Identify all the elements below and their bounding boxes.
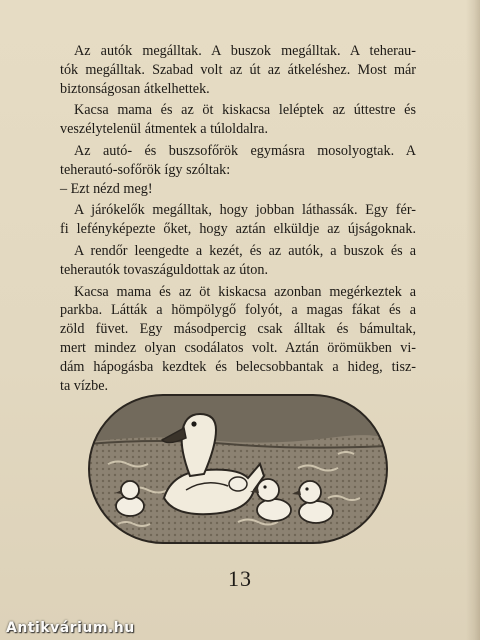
text-line: ta vízbe. [60,377,109,394]
text-line: Kacsa mama és az öt kiskacsa leléptek az úttestre és [74,102,416,119]
text-line: teherautók tovaszáguldottak az úton. [60,261,269,278]
text-line: biztonságosan átkelhettek. [60,80,210,97]
text-line: – Ezt nézd meg! [60,180,153,197]
text-line: veszélytelenül átmentek a túloldalra. [60,121,268,138]
paragraph-2 [60,101,416,139]
text-line: Kacsa mama és az öt kiskacsa azonban megérkeztek a [74,283,416,300]
text-line: parkba. Látták a hömpölygő folyót, a magas fákat és a [60,302,416,319]
text-line: fi lefényképezte őket, hogy aztán elküldje az újságoknak. [60,221,416,238]
text-line: dám hápogásba kezdtek és belecsobbantak a hideg, tisz- [60,358,416,375]
watermark-logo: Antikvárium.hu [6,620,135,636]
page-edge-shadow [466,0,480,640]
paragraph-4 [60,201,416,239]
text-line: zöld füvet. Egy másodpercig csak álltak és bámultak, [60,321,416,338]
paragraph-1 [60,42,416,98]
text-line: tók megálltak. Szabad volt az út az átkeléshez. Most már [60,61,416,78]
duck-family-swimming-illustration [88,394,388,544]
paragraph-3 [60,142,416,198]
page-number: 13 [228,566,252,591]
paragraph-5 [60,242,416,280]
paragraph-6 [60,283,416,396]
text-line: Az autók megálltak. A buszok megálltak. A teherau- [74,43,416,59]
text-line: teherautó-sofőrök így szóltak: [60,161,231,178]
text-line: A rendőr leengedte a kezét, és az autók, a buszok és a [74,242,416,259]
text-line: A járókelők megálltak, hogy jobban láthassák. Egy fér- [74,202,416,219]
body-text [60,42,416,398]
text-line: Az autó- és buszsofőrök egymásra mosolyogtak. A [74,142,416,159]
text-line: mert mindez olyan csodálatos volt. Aztán örömükben vi- [60,339,416,356]
